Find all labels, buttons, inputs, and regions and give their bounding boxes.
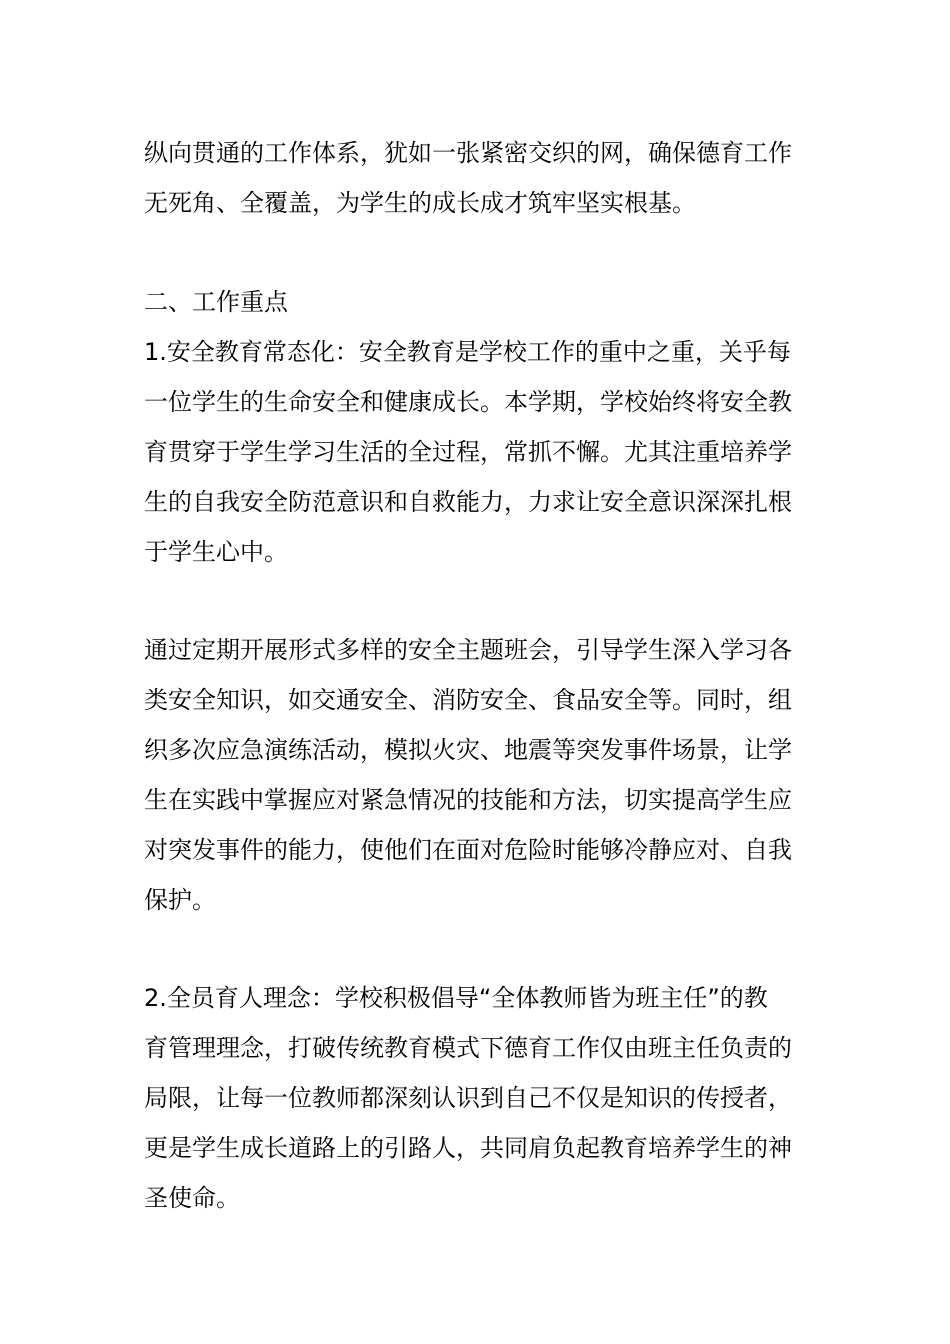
text-line: 局限，让每一位教师都深刻认识到自己不仅是知识的传授者，: [144, 1084, 792, 1112]
text-line: 织多次应急演练活动，模拟火灾、地震等突发事件场景，让学: [144, 736, 792, 764]
section-heading-text: 二、工作重点: [144, 288, 288, 316]
paragraph-continuation: [144, 128, 808, 228]
text-line: 1.安全教育常态化：安全教育是学校工作的重中之重，关乎每: [144, 338, 791, 366]
text-line: 育管理理念，打破传统教育模式下德育工作仅由班主任负责的: [144, 1034, 792, 1062]
text-line: 生的自我安全防范意识和自救能力，力求让安全意识深深扎根: [144, 488, 792, 516]
paragraph-safety-activities: [144, 625, 808, 925]
text-line: 对突发事件的能力，使他们在面对危险时能够冷静应对、自我: [144, 836, 792, 864]
text-line: 类安全知识，如交通安全、消防安全、食品安全等。同时，组: [144, 686, 792, 714]
text-line: 2.全员育人理念：学校积极倡导“全体教师皆为班主任”的教: [144, 984, 768, 1012]
text-line: 保护。: [144, 886, 216, 914]
text-line: 圣使命。: [144, 1184, 240, 1212]
text-line: 生在实践中掌握应对紧急情况的技能和方法，切实提高学生应: [144, 786, 792, 814]
text-line: 纵向贯通的工作体系，犹如一张紧密交织的网，确保德育工作: [144, 139, 792, 167]
text-line: 通过定期开展形式多样的安全主题班会，引导学生深入学习各: [144, 636, 792, 664]
section-heading: [144, 277, 808, 327]
paragraph-safety-education: [144, 327, 808, 577]
text-line: 育贯穿于学生学习生活的全过程，常抓不懈。尤其注重培养学: [144, 438, 792, 466]
paragraph-all-staff-education: [144, 973, 808, 1223]
text-line: 更是学生成长道路上的引路人，共同肩负起教育培养学生的神: [144, 1134, 792, 1162]
text-line: 无死角、全覆盖，为学生的成长成才筑牢坚实根基。: [144, 189, 696, 217]
text-line: 一位学生的生命安全和健康成长。本学期，学校始终将安全教: [144, 388, 792, 416]
text-line: 于学生心中。: [144, 538, 288, 566]
